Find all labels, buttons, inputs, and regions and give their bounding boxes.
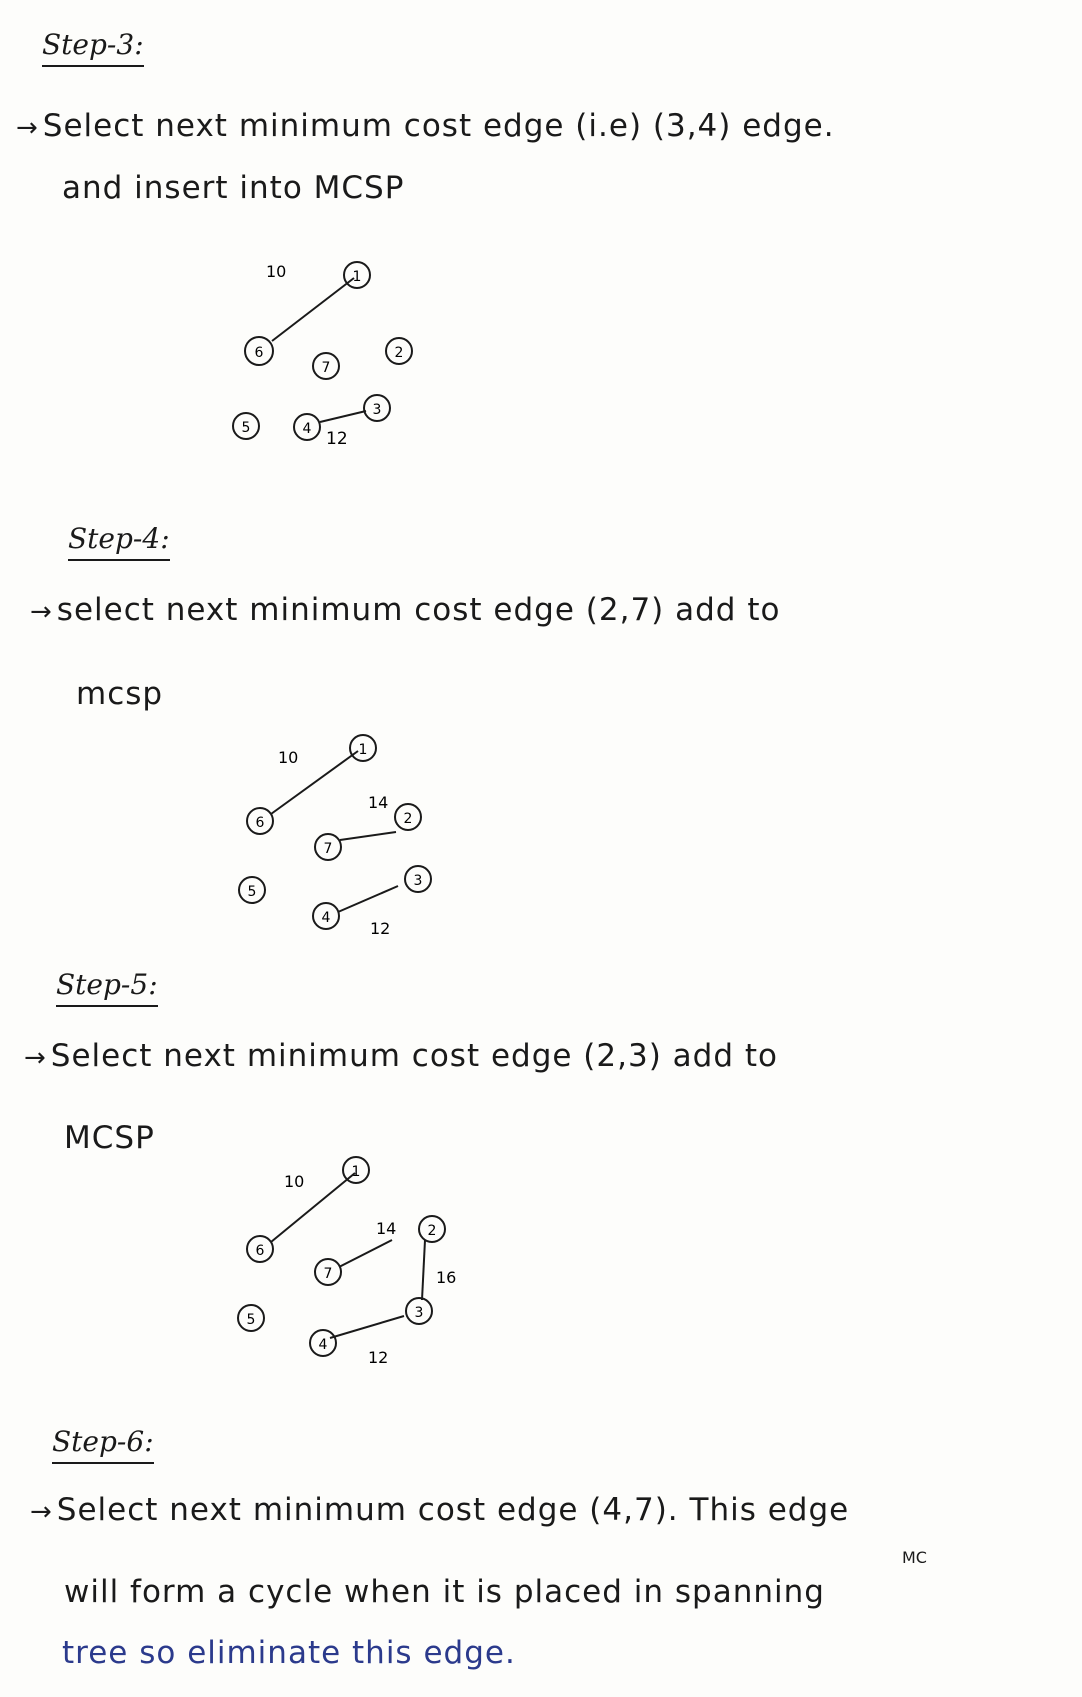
- svg-text:6: 6: [255, 815, 265, 831]
- step6-line1: → Select next minimum cost edge (4,7). This edge: [30, 1492, 850, 1528]
- edge-label-10: 10: [284, 1172, 305, 1191]
- node-4: [310, 1330, 336, 1356]
- node-6: [245, 337, 273, 365]
- node-3: [405, 866, 431, 892]
- node-5: [238, 1305, 264, 1331]
- svg-text:4: 4: [302, 421, 312, 437]
- svg-text:2: 2: [403, 811, 413, 827]
- step5-line1: → Select next minimum cost edge (2,3) add to: [24, 1038, 778, 1074]
- svg-text:6: 6: [255, 1243, 265, 1259]
- edge-label-12: 12: [326, 429, 348, 449]
- node-2: [395, 804, 421, 830]
- svg-text:4: 4: [321, 910, 331, 926]
- node-1: [344, 262, 370, 288]
- edge-4-3: [320, 411, 366, 422]
- edge-label-12: 12: [368, 1348, 389, 1367]
- node-7: [313, 353, 339, 379]
- edge-label-12: 12: [370, 919, 391, 938]
- edge-label-10: 10: [278, 748, 299, 767]
- edge-label-14: 14: [376, 1219, 397, 1238]
- node-7: [315, 834, 341, 860]
- node-1: [343, 1157, 369, 1183]
- edge-4-3: [330, 1316, 404, 1338]
- node-2: [419, 1216, 445, 1242]
- svg-text:2: 2: [394, 345, 404, 361]
- edge-4-3: [338, 886, 398, 912]
- step4-title: Step-4:: [68, 522, 170, 561]
- node-4: [313, 903, 339, 929]
- edge-label-16: 16: [436, 1268, 457, 1287]
- svg-text:7: 7: [323, 1266, 333, 1282]
- step3-line2: and insert into MCSP: [62, 170, 405, 206]
- node-2: [386, 338, 412, 364]
- node-5: [233, 413, 259, 439]
- edge-2-3: [422, 1240, 425, 1300]
- node-1: [350, 735, 376, 761]
- svg-text:7: 7: [321, 360, 331, 376]
- svg-text:2: 2: [427, 1223, 437, 1239]
- insert-mark: MC: [902, 1548, 927, 1567]
- svg-text:1: 1: [352, 269, 362, 285]
- step5-graph: [222, 1152, 482, 1386]
- svg-text:6: 6: [254, 345, 264, 361]
- step3-title: Step-3:: [42, 28, 144, 67]
- svg-text:1: 1: [351, 1164, 361, 1180]
- step3-line1: → Select next minimum cost edge (i.e) (3,4) edge.: [16, 108, 835, 144]
- step6-line3: tree so eliminate this edge.: [62, 1635, 516, 1671]
- step5-line2: MCSP: [64, 1120, 155, 1156]
- svg-text:5: 5: [247, 884, 257, 900]
- node-6: [247, 808, 273, 834]
- node-3: [406, 1298, 432, 1324]
- node-5: [239, 877, 265, 903]
- svg-text:5: 5: [241, 420, 251, 436]
- svg-text:1: 1: [358, 742, 368, 758]
- step6-title: Step-6:: [52, 1425, 154, 1464]
- edge-7-2: [339, 1240, 392, 1267]
- edge-label-14: 14: [368, 793, 389, 812]
- step4-graph: [222, 728, 462, 952]
- svg-text:5: 5: [246, 1312, 256, 1328]
- node-4: [294, 414, 320, 440]
- svg-text:3: 3: [413, 873, 423, 889]
- step5-title: Step-5:: [56, 968, 158, 1007]
- step4-line2: mcsp: [76, 676, 164, 712]
- svg-text:3: 3: [372, 402, 382, 418]
- node-7: [315, 1259, 341, 1285]
- svg-text:4: 4: [318, 1337, 328, 1353]
- step4-line1: → select next minimum cost edge (2,7) add to: [30, 592, 781, 628]
- node-6: [247, 1236, 273, 1262]
- svg-text:7: 7: [323, 841, 333, 857]
- step6-line2: will form a cycle when it is placed in spanning: [64, 1574, 825, 1610]
- step3-graph: [220, 245, 420, 489]
- edge-1-6: [272, 278, 354, 341]
- node-3: [364, 395, 390, 421]
- edge-7-2: [340, 832, 396, 840]
- svg-text:3: 3: [414, 1305, 424, 1321]
- edge-label-10: 10: [266, 262, 287, 281]
